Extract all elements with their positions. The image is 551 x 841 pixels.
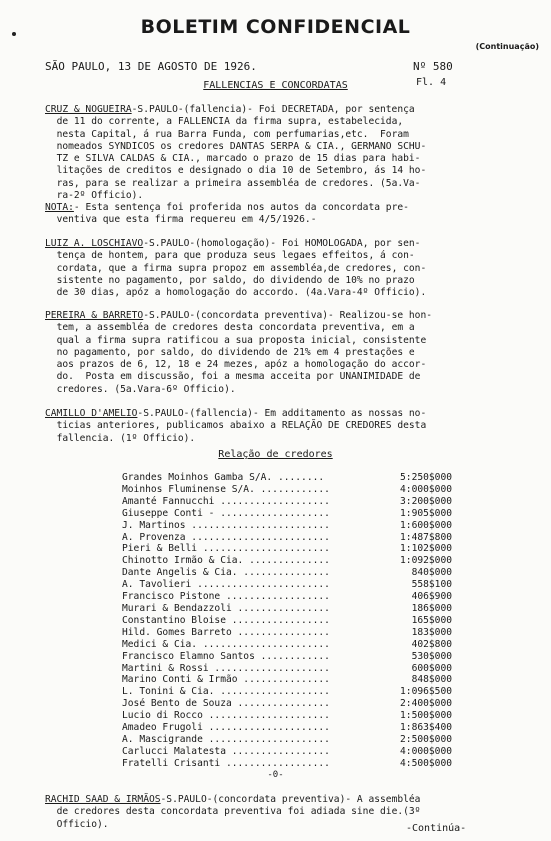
creditor-row <box>122 496 452 508</box>
creditor-name: A. Tavolieri ....................... <box>122 579 330 591</box>
creditor-row <box>122 615 452 627</box>
creditor-amount: 1:102$000 <box>400 543 452 555</box>
creditor-name: Pieri & Belli ...................... <box>122 543 330 555</box>
creditor-row <box>122 710 452 722</box>
creditor-row <box>122 543 452 555</box>
creditor-name: Amanté Fannucchi ................... <box>122 495 330 507</box>
creditor-amount: 1:092$000 <box>400 555 452 567</box>
creditor-amount: 1:600$000 <box>400 519 452 531</box>
creditor-row <box>122 674 452 686</box>
creditor-row <box>122 532 452 544</box>
creditor-amount: 2:500$000 <box>400 733 452 745</box>
creditor-name: Martini & Rossi .................... <box>122 662 330 674</box>
entry-line: -S.PAULO-(homologação)- Foi HOMOLOGADA, por sen- <box>143 238 421 249</box>
creditor-amount: 1:863$400 <box>400 722 452 734</box>
creditor-name: Moinhos Fluminense S/A. ............ <box>122 483 330 495</box>
creditor-amount: 4:000$000 <box>400 745 452 757</box>
creditor-name: Chinotto Irmão & Cia. .............. <box>122 555 330 567</box>
entry-line: -S.PAULO-(fallencia)- Foi DECRETADA, por sentença <box>131 104 415 115</box>
creditor-amount: 2:400$000 <box>400 698 452 710</box>
bulletin-title: BOLETIM CONFIDENCIAL <box>140 16 411 38</box>
creditor-row <box>122 603 452 615</box>
entry-line: sistente no pagamento, por saldo, do dividendo de 10% no prazo <box>56 274 415 286</box>
entry-line: do. Posta em discussão, foi a mesma acceita por UNANIMIDADE de <box>56 371 421 383</box>
creditor-amount: 4:500$000 <box>400 757 452 769</box>
creditor-amount: 1:487$800 <box>400 531 452 543</box>
creditor-name: Medici & Cia. ...................... <box>122 638 330 650</box>
entry-line: de 11 do corrente, a FALLENCIA da firma supra, estabelecida, <box>56 116 404 128</box>
entry-line: -S.PAULO-(concordata preventiva)- Realizou-se hon- <box>143 310 432 321</box>
entry-line: tença de hontem, para que produza seus legaes effeitos, á con- <box>56 250 415 262</box>
creditor-row <box>122 555 452 567</box>
creditors-list-title: Relação de credores <box>218 449 333 460</box>
creditor-name: Amadeo Frugoli ..................... <box>122 722 330 734</box>
dateline: SÃO PAULO, 13 DE AGOSTO DE 1926. <box>45 60 257 73</box>
entry-line: nesta Capital, á rua Barra Funda, com perfumarias,etc. Foram <box>56 128 409 140</box>
creditor-name: Lucio di Rocco ..................... <box>122 710 330 722</box>
creditors-list <box>122 472 452 770</box>
creditor-row <box>122 758 452 770</box>
entry-line: ra-2º Officio). <box>56 190 144 202</box>
continuation-label: (Continuação) <box>475 42 539 51</box>
creditor-name: Murari & Bendazzoli ................ <box>122 602 330 614</box>
creditor-amount: 1:096$500 <box>400 686 452 698</box>
creditor-row <box>122 567 452 579</box>
creditor-name: Marino Conti & Irmão ............... <box>122 674 330 686</box>
entry-line: credores. (5a.Vara-6º Officio). <box>56 383 236 395</box>
creditor-row <box>122 686 452 698</box>
creditor-row <box>122 722 452 734</box>
sheet-number: Fl. 4 <box>416 77 447 88</box>
creditor-amount: 558$100 <box>411 579 452 591</box>
creditor-amount: 848$000 <box>411 674 452 686</box>
entry-line: cordata, que a firma supra propoz em assembléa,de credores, con- <box>56 262 427 274</box>
creditor-amount: 530$000 <box>411 650 452 662</box>
entry-line: Officio). <box>56 818 109 830</box>
creditor-amount: 1:500$000 <box>400 710 452 722</box>
creditor-name: A. Provenza ........................ <box>122 531 330 543</box>
creditor-amount: 1:905$000 <box>400 507 452 519</box>
firm-name: PEREIRA & BARRETO <box>45 310 144 321</box>
creditor-name: J. Martinos ........................ <box>122 519 330 531</box>
creditor-row <box>122 579 452 591</box>
creditor-name: Constantino Bloise ................. <box>122 614 330 626</box>
creditor-amount: 5:250$000 <box>400 472 452 483</box>
nota-label: NOTA: <box>45 202 74 213</box>
creditor-name: A. Mascigrande ..................... <box>122 733 330 745</box>
entry-line: fallencia. (1º Officio). <box>56 432 196 444</box>
creditor-amount: 186$000 <box>411 602 452 614</box>
creditor-name: Francisco Pistone .................. <box>122 591 330 603</box>
entry-line: nomeados SYNDICOS os credores DANTAS SERPA & CIA., GERMANO SCHU- <box>56 140 427 152</box>
entry-line: no pagamento, por saldo, do dividendo de 21% em 4 prestações e <box>56 346 415 358</box>
entry-line: -S.PAULO-(concordata preventiva)- A assembléa <box>160 794 421 805</box>
firm-name: RACHID SAAD & IRMÃOS <box>45 794 161 805</box>
entry-line: ventiva que esta firma requereu em 4/5/1926.- <box>56 214 317 226</box>
entry-line: de 30 dias, apóz a homologação do accordo. (4a.Vara-4º Officio). <box>56 287 427 299</box>
creditor-row <box>122 639 452 651</box>
issue-number: Nº 580 <box>413 60 453 73</box>
creditor-row <box>122 591 452 603</box>
entry-line: - Esta sentença foi proferida nos autos da concordata pre- <box>73 202 409 213</box>
creditor-amount: 165$000 <box>411 614 452 626</box>
creditor-row <box>122 698 452 710</box>
creditor-name: L. Tonini & Cia. ................... <box>122 686 330 698</box>
entry-line: litações de creditos e designado o dia 10 de Setembro, ás 14 ho- <box>56 165 427 177</box>
creditor-name: Francisco Elamno Santos ............ <box>122 650 330 662</box>
entry-line: qual a firma supra ratificou a sua proposta inicial, consistente <box>56 334 427 346</box>
creditor-amount: 840$000 <box>411 567 452 579</box>
entry-line: aos prazos de 6, 12, 18 e 24 mezes, apóz a homologação do accor- <box>56 359 427 371</box>
entry-line: TZ e SILVA CALDAS & CIA., marcado o prazo de 15 dias para habi- <box>56 153 421 165</box>
creditor-row <box>122 508 452 520</box>
firm-name: CRUZ & NOGUEIRA <box>45 104 132 115</box>
creditor-amount: 406$900 <box>411 591 452 603</box>
creditor-amount: 183$000 <box>411 626 452 638</box>
creditor-amount: 402$800 <box>411 638 452 650</box>
firm-name: CAMILLO D'AMELIO <box>45 408 138 419</box>
creditor-amount: 3:200$000 <box>400 495 452 507</box>
entry-cruz-nogueira <box>45 104 515 202</box>
creditor-amount: 4:000$000 <box>400 483 452 495</box>
creditor-row <box>122 746 452 758</box>
entry-camillo-damelio <box>45 408 515 445</box>
creditor-row <box>122 734 452 746</box>
entry-pereira-barreto <box>45 310 515 396</box>
separator: -0- <box>267 770 284 780</box>
creditor-name: Carlucci Malatesta ................. <box>122 745 330 757</box>
creditor-name: Hild. Gomes Barreto ................ <box>122 626 330 638</box>
continues-label: -Continúa- <box>406 823 467 834</box>
entry-luiz-loschiavo <box>45 238 515 299</box>
section-heading: FALLENCIAS E CONCORDATAS <box>203 80 348 91</box>
creditor-name: Grandes Moinhos Gamba S/A. ........ <box>122 472 325 483</box>
entry-line: de credores desta concordata preventiva foi adiada sine die.(3º <box>56 806 421 818</box>
creditor-name: Fratelli Crisanti .................. <box>122 757 330 769</box>
creditor-name: Giuseppe Conti - ................... <box>122 507 330 519</box>
creditor-row <box>122 472 452 484</box>
creditor-amount: 600$000 <box>411 662 452 674</box>
creditor-row <box>122 484 452 496</box>
entry-nota <box>45 202 515 227</box>
creditor-row <box>122 520 452 532</box>
creditor-row <box>122 627 452 639</box>
creditor-name: Dante Angelis & Cia. ............... <box>122 567 330 579</box>
creditor-name: José Bento de Souza ................ <box>122 698 330 710</box>
creditor-row <box>122 663 452 675</box>
firm-name: LUIZ A. LOSCHIAVO <box>45 238 144 249</box>
entry-line: ticias anteriores, publicamos abaixo a RELAÇÃO DE CREDORES desta <box>56 420 427 432</box>
entry-line: ras, para se realizar a primeira assembléa de credores. (5a.Va- <box>56 177 421 189</box>
creditor-row <box>122 651 452 663</box>
entry-line: -S.PAULO-(fallencia)- Em additamento as nossas no- <box>137 408 427 419</box>
entry-line: tem, a assembléa de credores desta concordata preventiva, em a <box>56 322 415 334</box>
